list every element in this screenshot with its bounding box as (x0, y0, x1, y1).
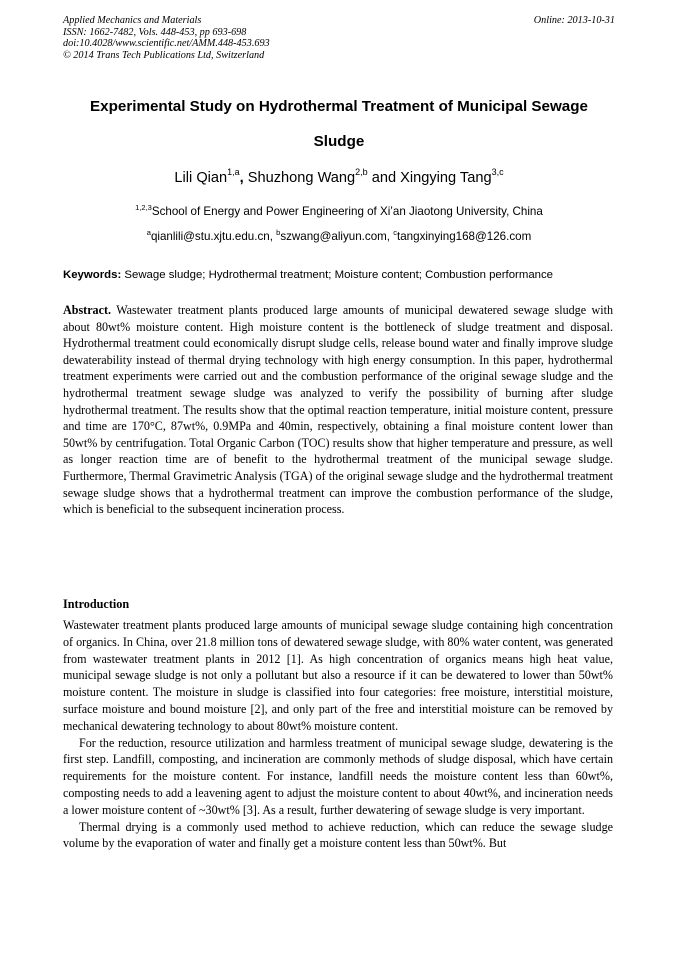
author-3-affil: 3,c (491, 167, 504, 177)
keywords-label: Keywords: (63, 269, 122, 281)
doi-line: doi:10.4028/www.scientific.net/AMM.448-453.693 (63, 38, 270, 50)
email-marker-a: a (146, 228, 151, 237)
author-separator-1: , (239, 170, 248, 186)
affiliation (63, 204, 615, 220)
title-line-1: Experimental Study on Hydrothermal Treatment of Municipal Sewage (90, 98, 588, 115)
abstract-text: Wastewater treatment plants produced large amounts of municipal dewatered sewage sludge with about 80wt% moisture content. High moisture content is the bottleneck of sludge treatment and disposal. Hydrothermal treatment could economically disrupt sludge cells, release bound water and finally improve sludge dewaterability instead of thermal drying technology with high energy consumption. In this paper, hydrothermal treatment experiments were carried out and the combustion performance of the original sewage sludge and the hydrothermal treatment sewage sludge was analyzed to verify the possibility of burning after sludge hydrothermal treatment. The results show that the optimal reaction temperature, initial moisture content, pressure and time are 170°C, 87wt%, 0.9MPa and 40min, respectively, obtaining a final moisture content lower than 50wt% by centrifugation. Total Organic Carbon (TOC) results show that higher temperature and pressure, as well as longer reaction time are of benefit to the hydrothermal treatment of the municipal sewage sludge. Furthermore, Thermal Gravimetric Analysis (TGA) of the original sewage sludge and the hydrothermal treatment sewage sludge shows that a hydrothermal treatment can improve the combustion performance of the sludge, which is beneficial to the subsequent incineration process. (63, 303, 613, 517)
email-c: tangxinying168@126.com (397, 230, 532, 243)
keywords-text: Sewage sludge; Hydrothermal treatment; Moisture content; Combustion performance (121, 269, 554, 281)
intro-paragraph-1: Wastewater treatment plants produced large amounts of municipal sewage sludge containing high concentration of organics. In China, over 21.8 million tons of dewatered sewage sludge, with 80% water content, was generated from wastewater treatment plants in 2012 [1]. As high concentration of organics means high heat value, municipal sewage sludge is not only a pollutant but also a resource if it can be dewatered to lower than 50wt% moisture content. The moisture in sludge is classified into four categories: free moisture, interstitial moisture, surface moisture and bound moisture [2], and only part of the free and interstitial moisture can be removed by mechanical dewatering technology to about 80wt% moisture content. (63, 618, 613, 733)
email-b: szwang@aliyun.com, (280, 230, 394, 243)
journal-name: Applied Mechanics and Materials (63, 15, 202, 26)
affiliation-marker: 1,2,3 (135, 203, 152, 212)
affiliation-text: School of Energy and Power Engineering of Xi’an Jiaotong University, China (151, 205, 543, 218)
email-marker-c: c (393, 228, 397, 237)
author-list (63, 168, 615, 188)
abstract (63, 302, 613, 518)
keywords (63, 267, 615, 283)
section-heading-introduction: Introduction (63, 597, 130, 611)
author-3: Xingying Tang (400, 170, 492, 186)
issn-line: ISSN: 1662-7482, Vols. 448-453, pp 693-698 (63, 26, 247, 38)
author-1: Lili Qian (174, 170, 228, 186)
introduction-body (63, 617, 613, 852)
abstract-label: Abstract. (63, 303, 112, 317)
author-2: Shuzhong Wang (247, 170, 356, 186)
email-a: qianlili@stu.xjtu.edu.cn, (150, 230, 277, 243)
online-date: Online: 2013-10-31 (533, 15, 615, 26)
copyright-line: © 2014 Trans Tech Publications Ltd, Switzerland (63, 49, 265, 61)
title-line-2: Sludge (313, 133, 365, 150)
email-marker-b: b (276, 228, 281, 237)
journal-header (63, 15, 615, 61)
author-emails (63, 229, 615, 245)
author-separator-2: and (367, 170, 401, 186)
author-1-affil: 1,a (227, 167, 240, 177)
author-2-affil: 2,b (355, 167, 368, 177)
intro-paragraph-2: For the reduction, resource utilization and harmless treatment of municipal sewage sludge, dewatering is the first step. Landfill, composting, and incineration are commonly methods of sludge disposal, which have certain requirements for the moisture content. For instance, landfill needs the moisture content less than 60wt%, composting needs to add a leavening agent to adjust the moisture content to about 40wt%, and incineration needs a lower moisture content of ~30wt% [3]. As a result, further dewatering of sewage sludge is very important. (63, 735, 613, 817)
paper-title (63, 89, 615, 159)
intro-paragraph-3: Thermal drying is a commonly used method to achieve reduction, which can reduce the sewage sludge volume by the evaporation of water and finally get a moisture content less than 50wt%. But (63, 819, 613, 851)
